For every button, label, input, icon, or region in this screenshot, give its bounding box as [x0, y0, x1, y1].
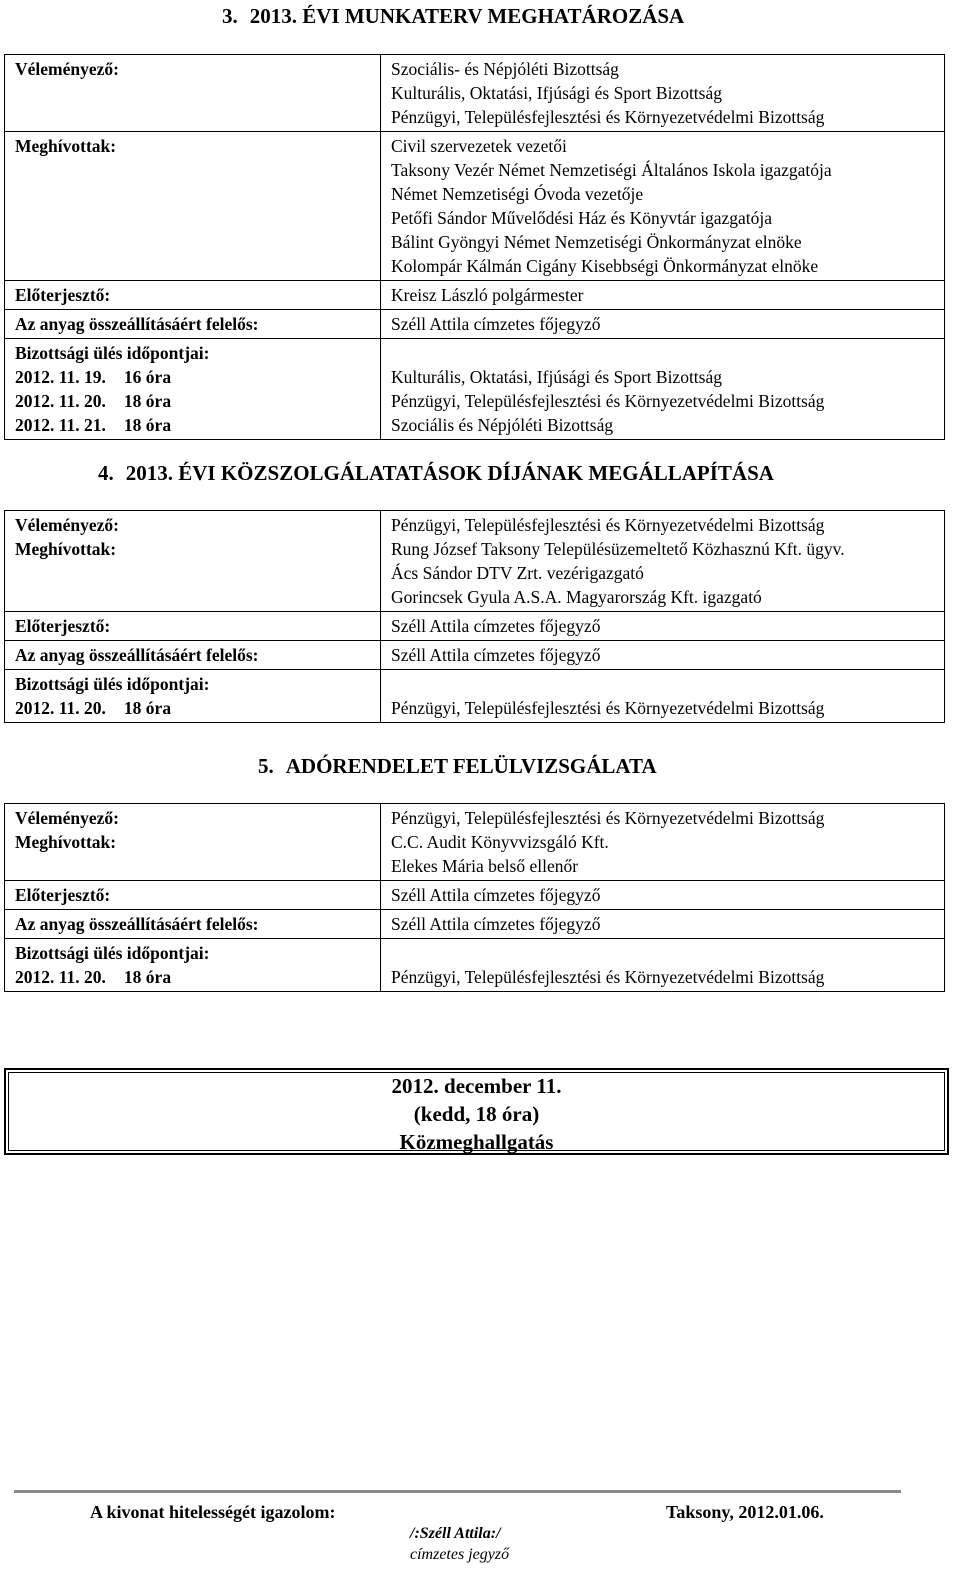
spacer — [391, 941, 934, 965]
spacer — [15, 585, 370, 609]
s5-row-eloterjeszto — [5, 881, 945, 910]
s5-ules-date — [15, 965, 370, 989]
s5-label-felelos: Az anyag összeállításáért felelős: — [5, 910, 381, 939]
footer-place-date: Taksony, 2012.01.06. — [666, 1502, 824, 1522]
s5-value-velemenyezo — [381, 804, 945, 881]
s3-label-eloterjeszto: Előterjesztő: — [5, 281, 381, 310]
s3-time-3: 18 óra — [123, 415, 172, 435]
s3-value-felelos: Széll Attila címzetes főjegyző — [381, 310, 945, 339]
s5-row-velemenyezo — [5, 804, 945, 881]
s5-value-ules — [381, 939, 945, 992]
s3-ules-committee: Kulturális, Oktatási, Ifjúsági és Sport Bizottság — [391, 367, 722, 387]
s5-meghivottak-label: Meghívottak: — [15, 832, 117, 852]
section-5-title — [258, 754, 657, 779]
s3-row-ules — [5, 339, 945, 440]
s4-meghivott-line: Ács Sándor DTV Zrt. vezérigazgató — [391, 563, 644, 583]
s4-ules-date — [15, 696, 370, 720]
spacer — [15, 854, 370, 878]
s3-date-3: 2012. 11. 21. — [15, 415, 106, 435]
section-5-heading: ADÓRENDELET FELÜLVIZSGÁLATA — [285, 754, 657, 778]
s4-date: 2012. 11. 20. — [15, 698, 106, 718]
s3-row-velemenyezo — [5, 55, 945, 132]
s3-label-felelos: Az anyag összeállításáért felelős: — [5, 310, 381, 339]
s5-ules-committee: Pénzügyi, Településfejlesztési és Környezetvédelmi Bizottság — [391, 967, 825, 987]
s3-date-1: 2012. 11. 19. — [15, 367, 106, 387]
section-3-table — [4, 54, 945, 440]
public-hearing-time: (kedd, 18 óra) — [413, 1102, 540, 1126]
s3-ules-committee: Szociális és Népjóléti Bizottság — [391, 415, 614, 435]
s3-label-velemenyezo: Véleményező: — [5, 55, 381, 132]
section-3-title — [222, 4, 684, 29]
s3-row-meghivottak — [5, 132, 945, 281]
s4-row-eloterjeszto — [5, 612, 945, 641]
s3-ules-date — [15, 413, 370, 437]
s5-row-felelos — [5, 910, 945, 939]
section-3-heading: 2013. ÉVI MUNKATERV MEGHATÁROZÁSA — [249, 4, 685, 28]
s3-value-meghivottak — [381, 132, 945, 281]
s5-label-velemenyezo — [5, 804, 381, 881]
s4-row-ules — [5, 670, 945, 723]
s3-time-2: 18 óra — [123, 391, 172, 411]
s3-velemenyezo-line: Kulturális, Oktatási, Ifjúsági és Sport Bizottság — [391, 83, 722, 103]
s4-value-felelos: Széll Attila címzetes főjegyző — [381, 641, 945, 670]
s3-label-ules — [5, 339, 381, 440]
section-4-title — [98, 461, 774, 486]
s5-velemenyezo-line: Pénzügyi, Településfejlesztési és Környezetvédelmi Bizottság — [391, 808, 825, 828]
s3-row-felelos — [5, 310, 945, 339]
section-5-table — [4, 803, 945, 992]
s3-meghivott-line: Német Nemzetiségi Óvoda vezetője — [391, 184, 644, 204]
s3-ules-committee: Pénzügyi, Településfejlesztési és Környezetvédelmi Bizottság — [391, 391, 825, 411]
section-3-number: 3. — [222, 4, 238, 28]
s3-ules-date — [15, 389, 370, 413]
public-hearing-title: Közmeghallgatás — [399, 1130, 554, 1154]
s3-ules-date — [15, 365, 370, 389]
public-hearing-date: 2012. december 11. — [391, 1074, 562, 1098]
s4-ules-committee: Pénzügyi, Településfejlesztési és Környezetvédelmi Bizottság — [391, 698, 825, 718]
s5-label-ules — [5, 939, 381, 992]
s3-row-eloterjeszto — [5, 281, 945, 310]
signature-name: /:Széll Attila:/ — [410, 1525, 501, 1542]
s4-label-velemenyezo — [5, 511, 381, 612]
s5-date: 2012. 11. 20. — [15, 967, 106, 987]
s5-meghivott-line: C.C. Audit Könyvvizsgáló Kft. — [391, 832, 609, 852]
s4-row-velemenyezo — [5, 511, 945, 612]
s3-value-ules — [381, 339, 945, 440]
s3-value-velemenyezo — [381, 55, 945, 132]
s3-meghivott-line: Taksony Vezér Német Nemzetiségi Általános Iskola igazgatója — [391, 160, 832, 180]
s4-ules-label: Bizottsági ülés időpontjai: — [15, 674, 210, 694]
spacer — [391, 341, 934, 365]
s3-velemenyezo-line: Pénzügyi, Településfejlesztési és Környezetvédelmi Bizottság — [391, 107, 825, 127]
signature-title: címzetes jegyző — [410, 1546, 510, 1563]
spacer — [391, 672, 934, 696]
s3-value-eloterjeszto: Kreisz László polgármester — [381, 281, 945, 310]
s4-value-velemenyezo — [381, 511, 945, 612]
s4-label-eloterjeszto: Előterjesztő: — [5, 612, 381, 641]
s5-ules-label: Bizottsági ülés időpontjai: — [15, 943, 210, 963]
s5-value-eloterjeszto: Széll Attila címzetes főjegyző — [381, 881, 945, 910]
s3-meghivott-line: Civil szervezetek vezetői — [391, 136, 567, 156]
public-hearing-content — [6, 1072, 947, 1156]
s5-meghivott-line: Elekes Mária belső ellenőr — [391, 856, 579, 876]
s4-meghivott-line: Rung József Taksony Településüzemeltető Közhasznú Kft. ügyv. — [391, 539, 845, 559]
public-hearing-box — [4, 1068, 949, 1155]
section-4-heading: 2013. ÉVI KÖZSZOLGÁLATATÁSOK DÍJÁNAK MEGÁLLAPÍTÁSA — [125, 461, 774, 485]
s4-row-felelos — [5, 641, 945, 670]
s4-label-felelos: Az anyag összeállításáért felelős: — [5, 641, 381, 670]
s3-velemenyezo-line: Szociális- és Népjóléti Bizottság — [391, 59, 619, 79]
s3-label-meghivottak: Meghívottak: — [5, 132, 381, 281]
s3-date-2: 2012. 11. 20. — [15, 391, 106, 411]
s5-label-eloterjeszto: Előterjesztő: — [5, 881, 381, 910]
footer-divider — [14, 1490, 901, 1493]
s4-velemenyezo-label: Véleményező: — [15, 515, 119, 535]
s4-value-ules — [381, 670, 945, 723]
section-4-table — [4, 510, 945, 723]
s4-velemenyezo-line: Pénzügyi, Településfejlesztési és Környezetvédelmi Bizottság — [391, 515, 825, 535]
s3-ules-label: Bizottsági ülés időpontjai: — [15, 343, 210, 363]
s3-meghivott-line: Petőfi Sándor Művelődési Ház és Könyvtár igazgatója — [391, 208, 773, 228]
s5-velemenyezo-label: Véleményező: — [15, 808, 119, 828]
section-4-number: 4. — [98, 461, 114, 485]
spacer — [15, 561, 370, 585]
s4-meghivott-line: Gorincsek Gyula A.S.A. Magyarország Kft. igazgató — [391, 587, 762, 607]
s3-time-1: 16 óra — [123, 367, 172, 387]
s3-meghivott-line: Kolompár Kálmán Cigány Kisebbségi Önkormányzat elnöke — [391, 256, 819, 276]
s4-value-eloterjeszto: Széll Attila címzetes főjegyző — [381, 612, 945, 641]
footer-certification: A kivonat hitelességét igazolom: — [90, 1502, 336, 1522]
s5-time: 18 óra — [123, 967, 172, 987]
s4-label-ules — [5, 670, 381, 723]
s5-value-felelos: Széll Attila címzetes főjegyző — [381, 910, 945, 939]
s5-row-ules — [5, 939, 945, 992]
s4-time: 18 óra — [123, 698, 172, 718]
s3-meghivott-line: Bálint Gyöngyi Német Nemzetiségi Önkormányzat elnöke — [391, 232, 802, 252]
section-5-number: 5. — [258, 754, 274, 778]
s4-meghivottak-label: Meghívottak: — [15, 539, 117, 559]
